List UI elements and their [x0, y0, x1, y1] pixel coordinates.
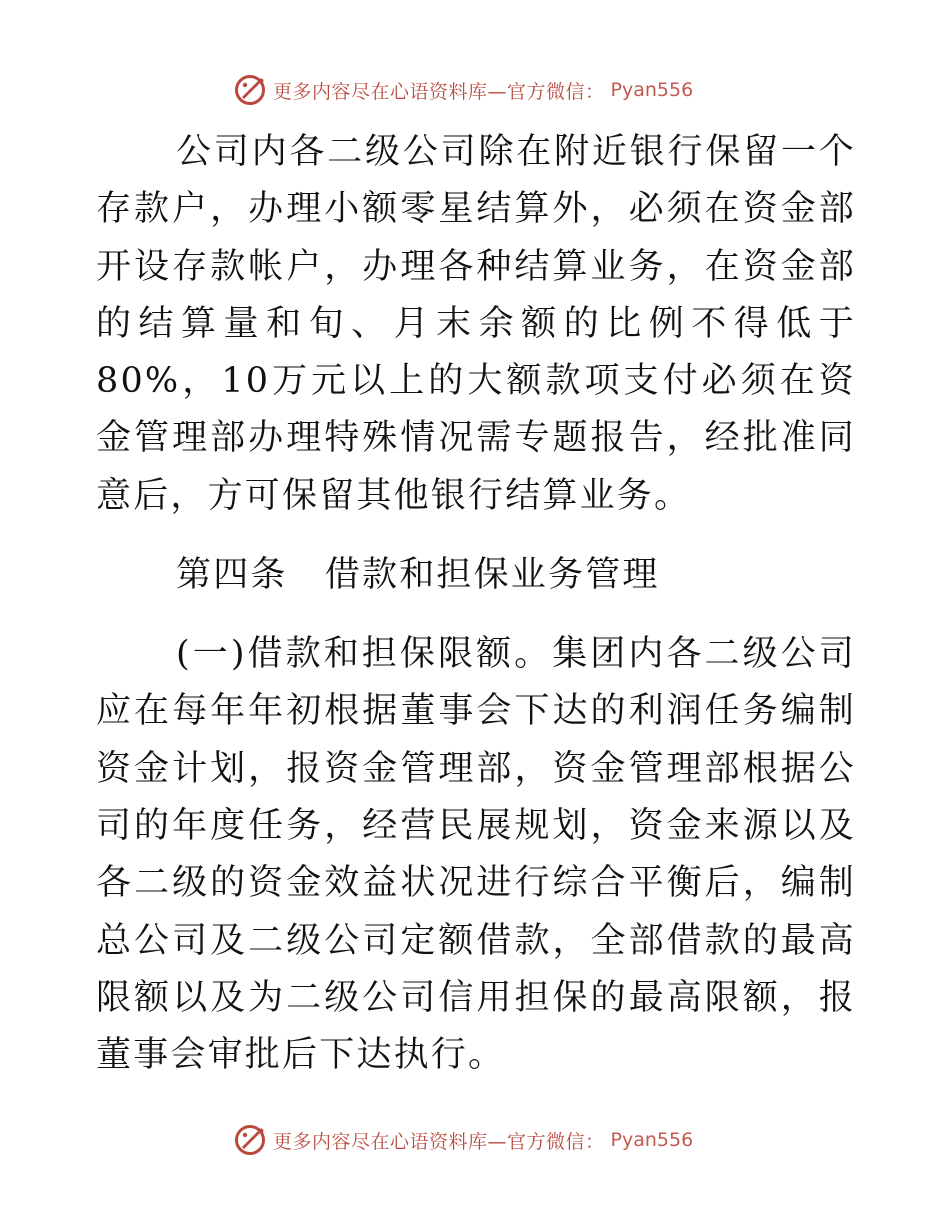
watermark-wechat-id: Pyan556 [610, 1129, 694, 1151]
paragraph-spacer [96, 525, 856, 547]
paragraph-spacer [96, 604, 856, 626]
paragraph-borrowing-guarantee-limits: (一)借款和担保限额。集团内各二级公司应在每年年初根据董事会下达的利润任务编制资金计划，报资金管理部，资金管理部根据公司的年度任务，经营民展规划，资金来源以及各二级的资金效益状况进行综合平衡后，编制总公司及二级公司定额借款，全部借款的最高限额以及为二级公司信用担保的最高限额，报董事会审批后下达执行。 [96, 634, 856, 1076]
watermark-text: 更多内容尽在心语资料库—官方微信： [273, 1130, 605, 1153]
header-watermark [233, 72, 693, 108]
quill-seal-logo-icon [233, 1123, 267, 1157]
article-heading: 第四条 借款和担保业务管理 [176, 555, 660, 596]
watermark-text: 更多内容尽在心语资料库—官方微信： [273, 80, 605, 103]
quill-seal-logo-icon [233, 73, 267, 107]
footer-watermark [233, 1122, 693, 1158]
document-body [96, 124, 856, 1084]
watermark-wechat-id: Pyan556 [610, 79, 694, 101]
paragraph-settlement-accounts: 公司内各二级公司除在附近银行保留一个存款户，办理小额零星结算外，必须在资金部开设存款帐户，办理各种结算业务，在资金部的结算量和旬、月末余额的比例不得低于80%，10万元以上的大额款项支付必须在资金管理部办理特殊情况需专题报告，经批准同意后，方可保留其他银行结算业务。 [96, 132, 856, 516]
